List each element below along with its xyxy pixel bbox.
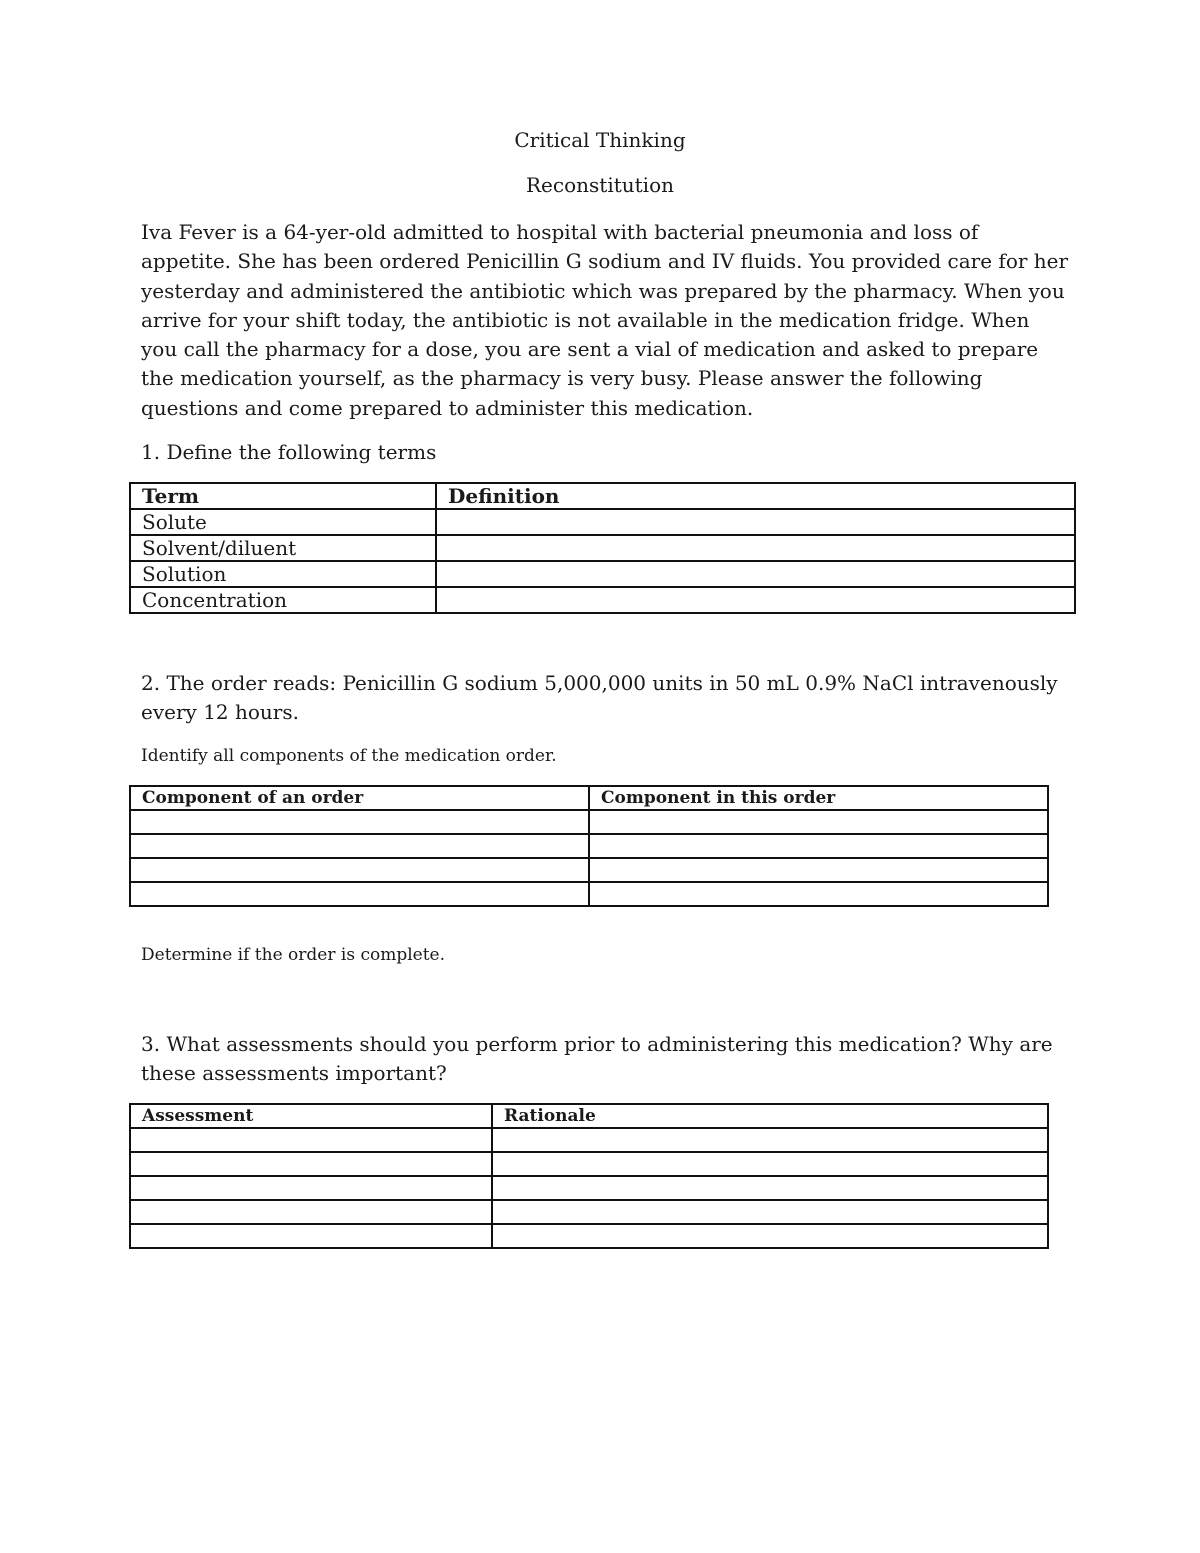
- order-components-table: [129, 785, 1049, 907]
- definition-cell[interactable]: [436, 587, 1075, 613]
- rationale-cell[interactable]: [492, 1224, 1048, 1248]
- term-cell: Solution: [130, 561, 436, 587]
- rationale-cell[interactable]: [492, 1152, 1048, 1176]
- assessment-cell[interactable]: [130, 1200, 492, 1224]
- component-cell[interactable]: [130, 882, 589, 906]
- table-header-row: [130, 1104, 1048, 1128]
- terms-table: [129, 482, 1076, 614]
- document-title: Critical Thinking: [514, 128, 686, 152]
- table-row: [130, 1176, 1048, 1200]
- table-row: [130, 1224, 1048, 1248]
- rationale-cell[interactable]: [492, 1176, 1048, 1200]
- component-value-cell[interactable]: [589, 858, 1048, 882]
- definition-cell[interactable]: [436, 535, 1075, 561]
- question-1-prompt: 1. Define the following terms: [141, 440, 437, 464]
- table-row: [130, 1128, 1048, 1152]
- component-value-cell[interactable]: [589, 882, 1048, 906]
- term-cell: Concentration: [130, 587, 436, 613]
- table-row: [130, 587, 1075, 613]
- component-cell[interactable]: [130, 858, 589, 882]
- question-2-followup: Determine if the order is complete.: [141, 945, 446, 965]
- definition-cell[interactable]: [436, 509, 1075, 535]
- table-row: [130, 561, 1075, 587]
- term-cell: Solute: [130, 509, 436, 535]
- table-header-row: [130, 483, 1075, 509]
- table-row: [130, 810, 1048, 834]
- assessment-cell[interactable]: [130, 1176, 492, 1200]
- assessments-table: [129, 1103, 1049, 1249]
- definition-column-header: Definition: [436, 483, 1075, 509]
- document-subtitle: Reconstitution: [526, 173, 674, 197]
- case-scenario-paragraph: Iva Fever is a 64-yer-old admitted to hospital with bacterial pneumonia and loss of appetite. She has been ordered Penicillin G sodium and IV fluids. You provided care for her yesterday and administered the antibiotic which was prepared by the pharmacy. When you arrive for your shift today, the antibiotic is not available in the medication fridge. When you call the pharmacy for a dose, you are sent a vial of medication and asked to prepare the medication yourself, as the pharmacy is very busy. Please answer the following questions and come prepared to administer this medication.: [141, 220, 1069, 420]
- assessment-cell[interactable]: [130, 1152, 492, 1176]
- component-value-cell[interactable]: [589, 810, 1048, 834]
- rationale-cell[interactable]: [492, 1200, 1048, 1224]
- table-header-row: [130, 786, 1048, 810]
- question-2-prompt: 2. The order reads: Penicillin G sodium 5,000,000 units in 50 mL 0.9% NaCl intravenously every 12 hours.: [141, 671, 1058, 725]
- table-row: [130, 509, 1075, 535]
- assessment-column-header: Assessment: [130, 1104, 492, 1128]
- assessment-cell[interactable]: [130, 1128, 492, 1152]
- table-row: [130, 1152, 1048, 1176]
- component-of-order-header: Component of an order: [130, 786, 589, 810]
- table-row: [130, 858, 1048, 882]
- component-cell[interactable]: [130, 810, 589, 834]
- definition-cell[interactable]: [436, 561, 1075, 587]
- term-cell: Solvent/diluent: [130, 535, 436, 561]
- component-in-order-header: Component in this order: [589, 786, 1048, 810]
- term-column-header: Term: [130, 483, 436, 509]
- table-row: [130, 1200, 1048, 1224]
- table-row: [130, 834, 1048, 858]
- rationale-column-header: Rationale: [492, 1104, 1048, 1128]
- assessment-cell[interactable]: [130, 1224, 492, 1248]
- component-cell[interactable]: [130, 834, 589, 858]
- component-value-cell[interactable]: [589, 834, 1048, 858]
- rationale-cell[interactable]: [492, 1128, 1048, 1152]
- question-2-instruction: Identify all components of the medication order.: [141, 746, 557, 766]
- table-row: [130, 535, 1075, 561]
- question-3-prompt: 3. What assessments should you perform prior to administering this medication? Why are these assessments important?: [141, 1032, 1053, 1086]
- table-row: [130, 882, 1048, 906]
